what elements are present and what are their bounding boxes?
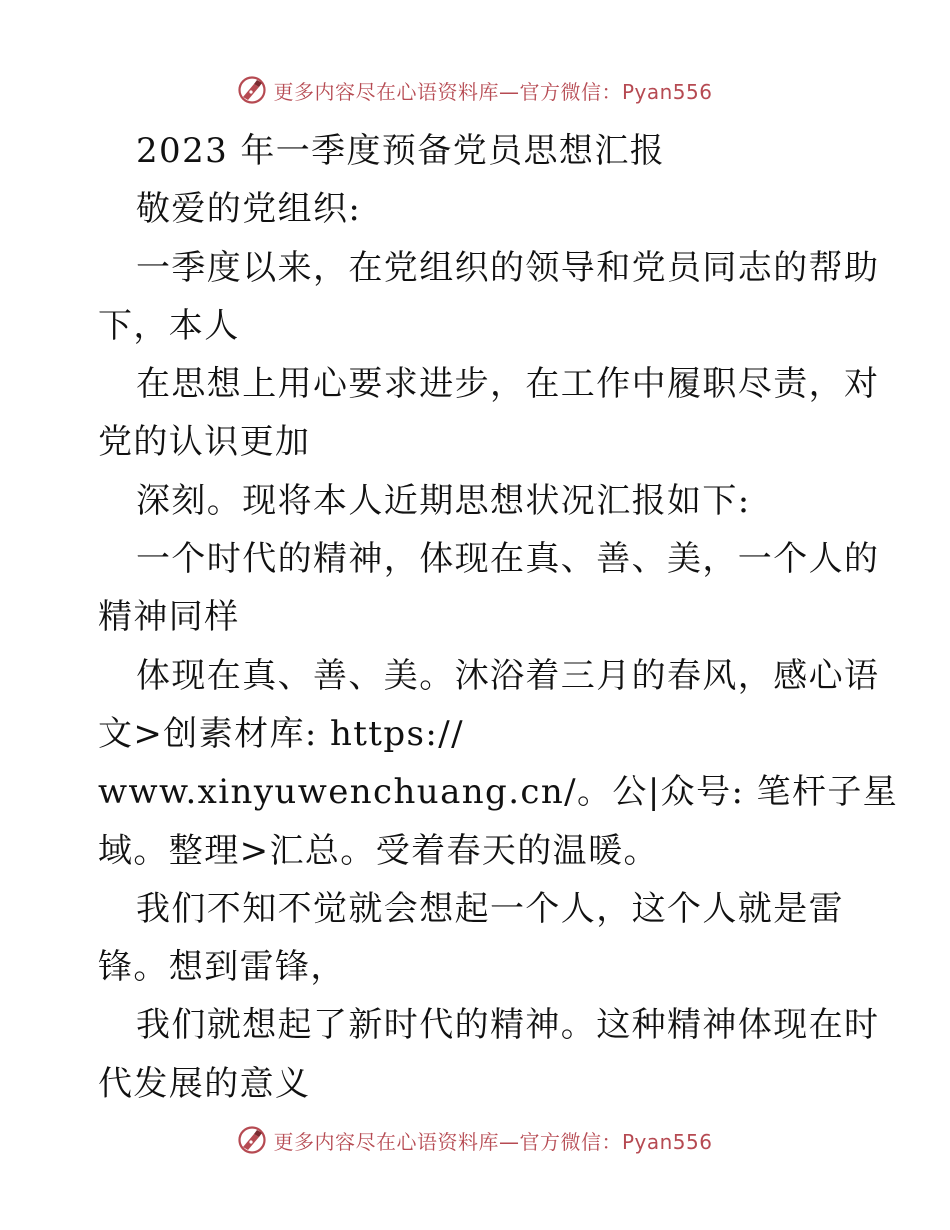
paragraph-line: 代发展的意义: [98, 1063, 311, 1104]
pen-nib-logo-icon: [237, 1125, 267, 1155]
paragraph-line: 深刻。现将本人近期思想状况汇报如下:: [136, 480, 751, 521]
pen-nib-logo-icon: [237, 75, 267, 105]
footer-banner-text: 更多内容尽在心语资料库—官方微信：Pyan556: [273, 1129, 713, 1154]
paragraph-line: 锋。想到雷锋，: [98, 947, 346, 988]
paragraph-line: 精神同样: [98, 597, 240, 638]
paragraph-line: 一个时代的精神，体现在真、善、美，一个人的: [136, 539, 880, 580]
paragraph-line: 我们就想起了新时代的精神。这种精神体现在时: [136, 1005, 880, 1046]
document-title: 2023 年一季度预备党员思想汇报: [136, 131, 666, 171]
paragraph-line: 党的认识更加: [98, 422, 311, 463]
document-body: [98, 122, 899, 1113]
paragraph-line: 一季度以来，在党组织的领导和党员同志的帮助: [136, 247, 880, 288]
paragraph-line: 我们不知不觉就会想起一个人，这个人就是雷: [136, 888, 844, 929]
salutation: 敬爱的党组织:: [136, 189, 362, 230]
paragraph-line: 域。整理>汇总。受着春天的温暖。: [98, 830, 659, 871]
header-banner-text: 更多内容尽在心语资料库—官方微信：Pyan556: [273, 79, 713, 104]
paragraph-line: 体现在真、善、美。沐浴着三月的春风，感心语: [136, 655, 880, 696]
paragraph-line: 文>创素材库: https://: [98, 713, 464, 754]
footer-banner: [0, 1120, 950, 1160]
header-banner: [0, 70, 950, 110]
paragraph-line: www.xinyuwenchuang.cn/。公|众号: 笔杆子星: [98, 772, 899, 813]
paragraph-line: 在思想上用心要求进步，在工作中履职尽责，对: [136, 364, 880, 405]
paragraph-line: 下，本人: [98, 305, 240, 346]
